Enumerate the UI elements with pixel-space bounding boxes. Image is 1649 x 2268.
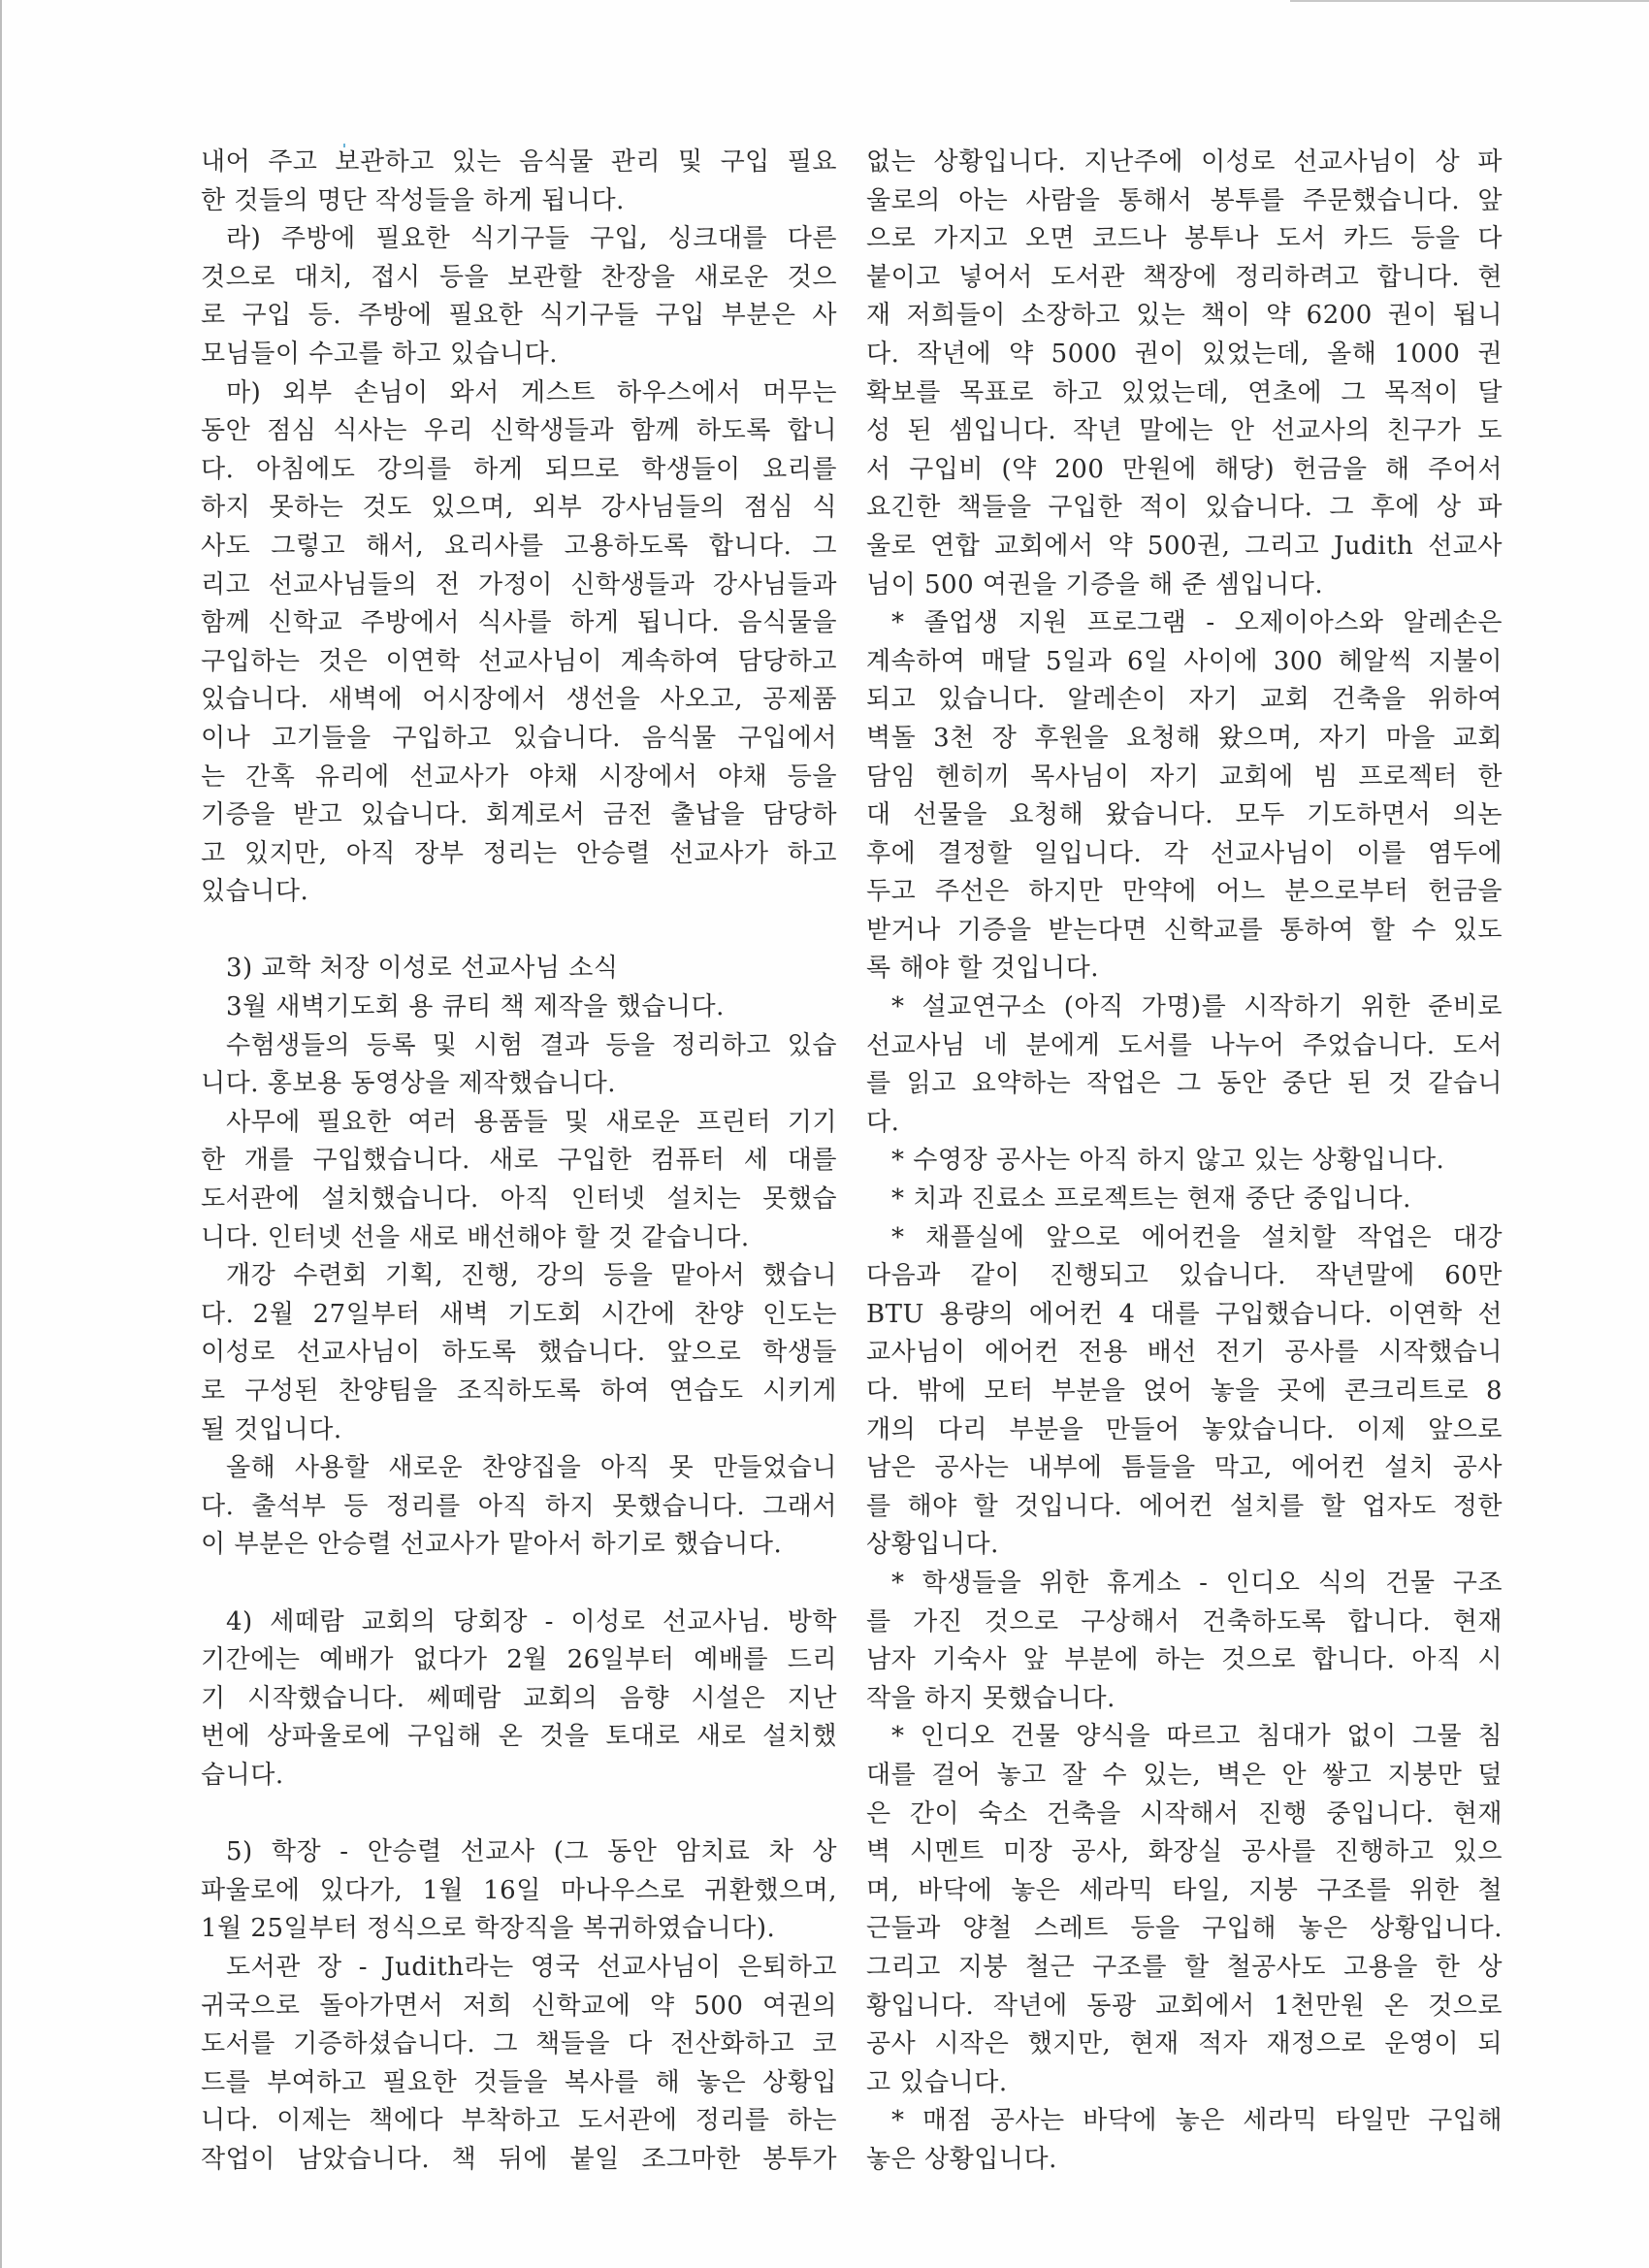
text-line: 개의 다리 부분을 만들어 놓았습니다. 이제 앞으로 <box>866 1414 1503 1444</box>
text-line: 로 구성된 찬양팀을 조직하도록 하여 연습도 시키게 <box>201 1377 837 1406</box>
text-line: 있습니다. 새벽에 어시장에서 생선을 사오고, 공제품 <box>201 685 837 715</box>
text-line: 서 구입비 (약 200 만원에 해당) 헌금을 해 주어서 <box>866 454 1503 484</box>
text-line: 내어 주고 보관하고 있는 음식물 관리 및 구입 필요 <box>201 147 837 177</box>
text-line: 기간에는 예배가 없다가 2월 26일부터 예배를 드리 <box>201 1645 837 1675</box>
text-line: 다음과 같이 진행되고 있습니다. 작년말에 60만 <box>866 1261 1503 1291</box>
scan-edge-top <box>1290 0 1649 2</box>
text-line: * 인디오 건물 양식을 따르고 침대가 없이 그물 침 <box>891 1722 1503 1752</box>
text-line: 기 시작했습니다. 쎄떼람 교회의 음향 시설은 지난 <box>201 1683 837 1713</box>
text-line: 한 개를 구입했습니다. 새로 구입한 컴퓨터 세 대를 <box>201 1146 837 1176</box>
text-line: 4) 세떼람 교회의 당회장 - 이성로 선교사님. 방학 <box>226 1606 837 1636</box>
text-line: 대를 걸어 놓고 잘 수 있는, 벽은 안 쌓고 지붕만 덮 <box>866 1760 1503 1790</box>
paragraph-gap <box>201 1565 837 1604</box>
text-line: 귀국으로 돌아가면서 저희 신학교에 약 500 여권의 <box>201 1991 837 2021</box>
text-line: 를 해야 할 것입니다. 에어컨 설치를 할 업자도 정한 <box>866 1491 1503 1521</box>
text-line: 확보를 목표로 하고 있었는데, 연초에 그 목적이 달 <box>866 377 1503 407</box>
text-line: 수험생들의 등록 및 시험 결과 등을 정리하고 있습 <box>226 1030 837 1060</box>
left-text-column <box>201 144 837 2179</box>
text-line: 있습니다. <box>201 877 309 907</box>
text-line: 며, 바닥에 놓은 세라믹 타일, 지붕 구조를 위한 철 <box>866 1875 1503 1905</box>
text-line: * 매점 공사는 바닥에 놓은 세라믹 타일만 구입해 <box>891 2106 1503 2136</box>
text-line: 3) 교학 처장 이성로 선교사님 소식 <box>226 954 619 984</box>
text-line: 라) 주방에 필요한 식기구들 구입, 싱크대를 다른 <box>226 224 837 254</box>
text-line: 대 선물을 요청해 왔습니다. 모두 기도하면서 의논 <box>866 800 1503 830</box>
right-text-column <box>866 144 1503 2179</box>
text-line: 한 것들의 명단 작성들을 하게 됩니다. <box>201 185 625 215</box>
text-line: BTU 용량의 에어컨 4 대를 구입했습니다. 이연학 선 <box>866 1299 1503 1329</box>
text-line: 리고 선교사님들의 전 가정이 신학생들과 강사님들과 <box>201 569 837 599</box>
text-line: 동안 점심 식사는 우리 신학생들과 함께 하도록 합니 <box>201 416 837 446</box>
text-line: 성 된 셈입니다. 작년 말에는 안 선교사의 친구가 도 <box>866 416 1503 446</box>
text-line: 도서관 장 - Judith라는 영국 선교사님이 은퇴하고 <box>226 1952 837 1982</box>
text-line: 다. 2월 27일부터 새벽 기도회 시간에 찬양 인도는 <box>201 1299 837 1329</box>
text-line: 습니다. <box>201 1760 284 1790</box>
text-line: 울로의 아는 사람을 통해서 봉투를 주문했습니다. 앞 <box>866 185 1503 215</box>
text-line: * 치과 진료소 프로젝트는 현재 중단 중입니다. <box>891 1184 1411 1215</box>
text-line: 개강 수련회 기획, 진행, 강의 등을 맡아서 했습니 <box>226 1261 837 1291</box>
text-line: 교사님이 에어컨 전용 배선 전기 공사를 시작했습니 <box>866 1338 1503 1368</box>
text-line: 이 부분은 안승렬 선교사가 맡아서 하기로 했습니다. <box>201 1530 783 1560</box>
text-line: 를 읽고 요약하는 작업은 그 동안 중단 된 것 같습니 <box>866 1069 1503 1099</box>
text-line: 를 가진 것으로 구상해서 건축하도록 합니다. 현재 <box>866 1606 1503 1636</box>
text-line: 구입하는 것은 이연학 선교사님이 계속하여 담당하고 <box>201 646 837 676</box>
text-line: 벽 시멘트 미장 공사, 화장실 공사를 진행하고 있으 <box>866 1837 1503 1867</box>
scan-edge-left <box>0 0 2 2268</box>
text-line: 3월 새벽기도회 용 큐티 책 제작을 했습니다. <box>226 992 725 1022</box>
text-line: 다. 밖에 모터 부분을 얹어 놓을 곳에 콘크리트로 8 <box>866 1377 1503 1406</box>
text-line: 울로 연합 교회에서 약 500권, 그리고 Judith 선교사 <box>866 531 1503 561</box>
text-line: 상황입니다. <box>866 1530 999 1560</box>
text-line: 함께 신학교 주방에서 식사를 하게 됩니다. 음식물을 <box>201 608 837 638</box>
text-line: 다. <box>866 1107 900 1137</box>
text-line: 도서관에 설치했습니다. 아직 인터넷 설치는 못했습 <box>201 1184 837 1215</box>
text-line: 황입니다. 작년에 동광 교회에서 1천만원 온 것으로 <box>866 1991 1503 2021</box>
text-line: 될 것입니다. <box>201 1414 342 1444</box>
paragraph-gap <box>201 912 837 951</box>
text-line: 놓은 상황입니다. <box>866 2144 1057 2174</box>
text-line: * 설교연구소 (아직 가명)를 시작하기 위한 준비로 <box>891 992 1503 1022</box>
text-line: 벽돌 3천 장 후원을 요청해 왔으며, 자기 마을 교회 <box>866 723 1503 753</box>
text-line: 이나 고기들을 구입하고 있습니다. 음식물 구입에서 <box>201 723 837 753</box>
text-line: 남자 기숙사 앞 부분에 하는 것으로 합니다. 아직 시 <box>866 1645 1503 1675</box>
text-line: 번에 상파울로에 구입해 온 것을 토대로 새로 설치했 <box>201 1722 837 1752</box>
text-line: 작업이 남았습니다. 책 뒤에 붙일 조그마한 봉투가 <box>201 2144 837 2174</box>
text-line: 5) 학장 - 안승렬 선교사 (그 동안 암치료 차 상 <box>226 1837 837 1867</box>
text-line: 계속하여 매달 5일과 6일 사이에 300 헤알씩 지불이 <box>866 646 1503 676</box>
text-line: 두고 주선은 하지만 만약에 어느 분으로부터 헌금을 <box>866 877 1503 907</box>
text-line: 마) 외부 손님이 와서 게스트 하우스에서 머무는 <box>226 377 837 407</box>
text-line: 남은 공사는 내부에 틈들을 막고, 에어컨 설치 공사 <box>866 1453 1503 1483</box>
text-line: 니다. 인터넷 선을 새로 배선해야 할 것 같습니다. <box>201 1222 750 1252</box>
text-line: 재 저희들이 소장하고 있는 책이 약 6200 권이 됩니 <box>866 301 1503 331</box>
text-line: 그리고 지붕 철근 구조를 할 철공사도 고용을 한 상 <box>866 1952 1503 1982</box>
text-line: 록 해야 할 것입니다. <box>866 954 1099 984</box>
text-line: 것으로 대치, 접시 등을 보관할 찬장을 새로운 것으 <box>201 262 837 292</box>
text-line: 요긴한 책들을 구입한 적이 있습니다. 그 후에 상 파 <box>866 493 1503 523</box>
text-line: 니다. 이제는 책에다 부착하고 도서관에 정리를 하는 <box>201 2106 837 2136</box>
text-line: 이성로 선교사님이 하도록 했습니다. 앞으로 학생들 <box>201 1338 837 1368</box>
text-line: 되고 있습니다. 알레손이 자기 교회 건축을 위하여 <box>866 685 1503 715</box>
text-line: 다. 아침에도 강의를 하게 되므로 학생들이 요리를 <box>201 454 837 484</box>
text-line: 작을 하지 못했습니다. <box>866 1683 1116 1713</box>
text-line: 1월 25일부터 정식으로 학장직을 복귀하였습니다). <box>201 1914 776 1944</box>
text-line: * 채플실에 앞으로 에어컨을 설치할 작업은 대강 <box>891 1222 1503 1252</box>
text-line: 도서를 기증하셨습니다. 그 책들을 다 전산화하고 코 <box>201 2029 837 2059</box>
text-line: * 수영장 공사는 아직 하지 않고 있는 상황입니다. <box>891 1146 1445 1176</box>
text-line: 붙이고 넣어서 도서관 책장에 정리하려고 합니다. 현 <box>866 262 1503 292</box>
text-line: 파울로에 있다가, 1월 16일 마나우스로 귀환했으며, <box>201 1875 837 1905</box>
text-line: 으로 가지고 오면 코드나 봉투나 도서 카드 등을 다 <box>866 224 1503 254</box>
text-line: 는 간혹 유리에 선교사가 야채 시장에서 야채 등을 <box>201 761 837 792</box>
text-line: 선교사님 네 분에게 도서를 나누어 주었습니다. 도서 <box>866 1030 1503 1060</box>
text-line: 고 있습니다. <box>866 2067 1008 2097</box>
text-line: * 졸업생 지원 프로그램 - 오제이아스와 알레손은 <box>891 608 1503 638</box>
text-line: 모님들이 수고를 하고 있습니다. <box>201 339 559 369</box>
text-line: 다. 작년에 약 5000 권이 있었는데, 올해 1000 권 <box>866 339 1503 369</box>
text-line: 니다. 홍보용 동영상을 제작했습니다. <box>201 1069 617 1099</box>
text-line: 없는 상황입니다. 지난주에 이성로 선교사님이 상 파 <box>866 147 1503 177</box>
text-line: 담임 헨히끼 목사님이 자기 교회에 빔 프로젝터 한 <box>866 761 1503 792</box>
text-line: 공사 시작은 했지만, 현재 적자 재정으로 운영이 되 <box>866 2029 1503 2059</box>
text-line: 사무에 필요한 여러 용품들 및 새로운 프린터 기기 <box>226 1107 837 1137</box>
paragraph-gap <box>201 1796 837 1834</box>
text-line: * 학생들을 위한 휴게소 - 인디오 식의 건물 구조 <box>891 1568 1503 1598</box>
text-line: 받거나 기증을 받는다면 신학교를 통하여 할 수 있도 <box>866 915 1503 945</box>
text-line: 다. 출석부 등 정리를 아직 하지 못했습니다. 그래서 <box>201 1491 837 1521</box>
text-line: 기증을 받고 있습니다. 회계로서 금전 출납을 담당하 <box>201 800 837 830</box>
text-line: 하지 못하는 것도 있으며, 외부 강사님들의 점심 식 <box>201 493 837 523</box>
text-line: 은 간이 숙소 건축을 시작해서 진행 중입니다. 현재 <box>866 1798 1503 1829</box>
text-line: 드를 부여하고 필요한 것들을 복사를 해 놓은 상황입 <box>201 2067 837 2097</box>
text-line: 사도 그렇고 해서, 요리사를 고용하도록 합니다. 그 <box>201 531 837 561</box>
text-line: 고 있지만, 아직 장부 정리는 안승렬 선교사가 하고 <box>201 838 837 868</box>
text-line: 근들과 양철 스레트 등을 구입해 놓은 상황입니다. <box>866 1914 1503 1944</box>
text-line: 올해 사용할 새로운 찬양집을 아직 못 만들었습니 <box>226 1453 837 1483</box>
text-line: 님이 500 여권을 기증을 해 준 셈입니다. <box>866 569 1324 599</box>
text-line: 후에 결정할 일입니다. 각 선교사님이 이를 염두에 <box>866 838 1503 868</box>
text-line: 로 구입 등. 주방에 필요한 식기구들 구입 부분은 사 <box>201 301 837 331</box>
